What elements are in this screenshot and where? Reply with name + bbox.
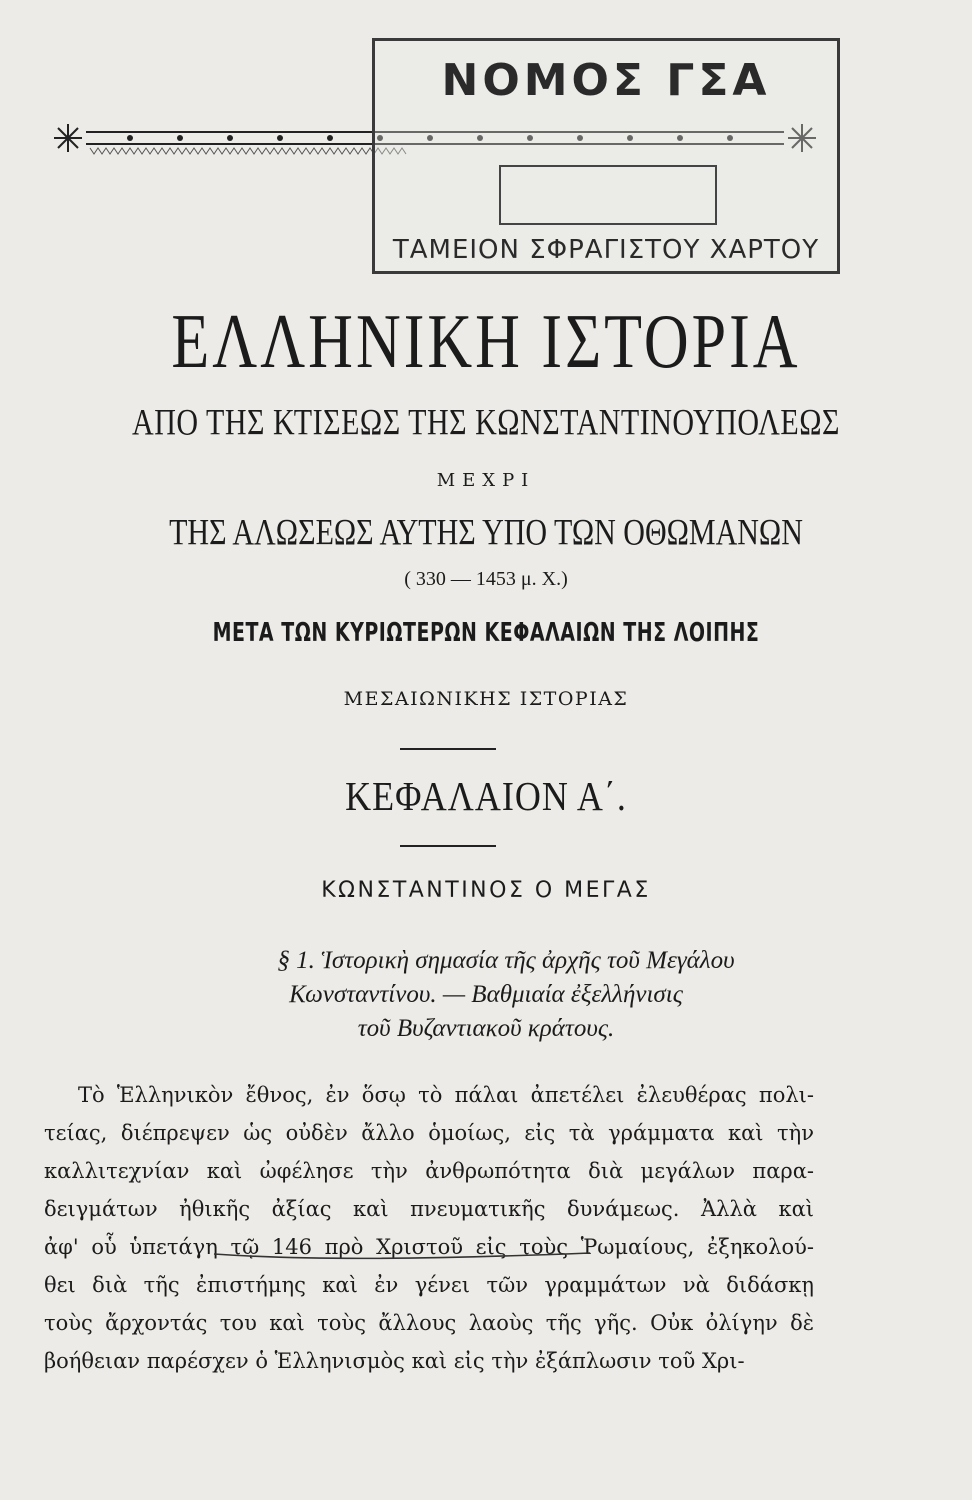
revenue-stamp bbox=[372, 38, 840, 274]
divider-bottom bbox=[400, 845, 496, 847]
title-meta: ΜΕΤΑ ΤΩΝ ΚΥΡΙΩΤΕΡΩΝ ΚΕΦΑΛΑΙΩΝ ΤΗΣ ΛΟΙΠΗΣ bbox=[212, 618, 760, 648]
title-mexri: ΜΕΧΡΙ bbox=[436, 470, 536, 491]
text-line: βοήθειαν παρέσχεν ὁ Ἑλληνισμὸς καὶ εἰς τὴν ἐξάπλωσιν τοῦ Χρι- bbox=[44, 1349, 745, 1373]
pencil-underline-mark bbox=[212, 1250, 592, 1262]
title-line-1: ΑΠΟ ΤΗΣ ΚΤΙΣΕΩΣ ΤΗΣ ΚΩΝΣΤΑΝΤΙΝΟΥΠΟΛΕΩΣ bbox=[132, 402, 840, 444]
stamp-inner-frame bbox=[499, 165, 717, 225]
section-line: τοῦ Βυζαντιακοῦ κράτους. bbox=[357, 1015, 615, 1042]
section-line: Κωνσταντίνου. — Βαθμιαία ἐξελλήνισις bbox=[289, 981, 683, 1008]
section-line: § 1. Ἱστορικὴ σημασία τῆς ἀρχῆς τοῦ Μεγάλου bbox=[277, 947, 735, 974]
text-line: τοὺς ἄρχοντάς του καὶ τοὺς ἄλλους λαοὺς τῆς γῆς. Οὐκ ὀλίγην δὲ bbox=[44, 1311, 814, 1335]
text-line: τείας, διέπρεψεν ὡς οὐδὲν ἄλλο ὁμοίως, εἰς τὰ γράμματα καὶ τὴν bbox=[44, 1121, 814, 1145]
text-line: δειγμάτων ἠθικῆς ἀξίας καὶ πνευματικῆς δυνάμεως. Ἀλλὰ καὶ bbox=[44, 1197, 814, 1221]
text-line: ἀφ' οὗ ὑπετάγη τῷ 146 πρὸ Χριστοῦ εἰς τοὺς Ῥωμαίους, ἐξηκολού- bbox=[44, 1235, 814, 1259]
title-medieval: ΜΕΣΑΙΩΝΙΚΗΣ ΙΣΤΟΡΙΑΣ bbox=[343, 688, 629, 710]
chapter-subject: ΚΩΝΣΤΑΝΤΙΝΟΣ Ο ΜΕΓΑΣ bbox=[321, 878, 651, 903]
text-line: Τὸ Ἑλληνικὸν ἔθνος, ἐν ὅσῳ τὸ πάλαι ἀπετέλει ἐλευθέρας πολι- bbox=[78, 1083, 814, 1107]
section-heading bbox=[0, 944, 972, 1046]
body-paragraph bbox=[44, 1076, 814, 1380]
stamp-bottom-text: ΤΑΜΕΙΟΝ ΣΦΡΑΓΙΣΤΟΥ ΧΑΡΤΟΥ bbox=[392, 235, 820, 265]
text-line: καλλιτεχνίαν καὶ ὠφέλησε τὴν ἀνθρωπότητα διὰ μεγάλων παρα- bbox=[44, 1159, 814, 1183]
book-title: ΕΛΛΗΝΙΚΗ ΙΣΤΟΡΙΑ bbox=[171, 299, 801, 385]
divider-top bbox=[400, 748, 496, 750]
stamp-top-text: ΝΟΜΟΣ ΓΣΑ bbox=[441, 55, 771, 106]
title-dates: ( 330 — 1453 μ. Χ.) bbox=[404, 568, 568, 590]
text-line: θει διὰ τῆς ἐπιστήμης καὶ ἐν γένει τῶν γραμμάτων νὰ διδάσκῃ bbox=[44, 1273, 814, 1297]
title-line-2: ΤΗΣ ΑΛΩΣΕΩΣ ΑΥΤΗΣ ΥΠΟ ΤΩΝ ΟΘΩΜΑΝΩΝ bbox=[169, 512, 803, 554]
chapter-heading: ΚΕΦΑΛΑΙΟΝ Α΄. bbox=[345, 773, 627, 820]
